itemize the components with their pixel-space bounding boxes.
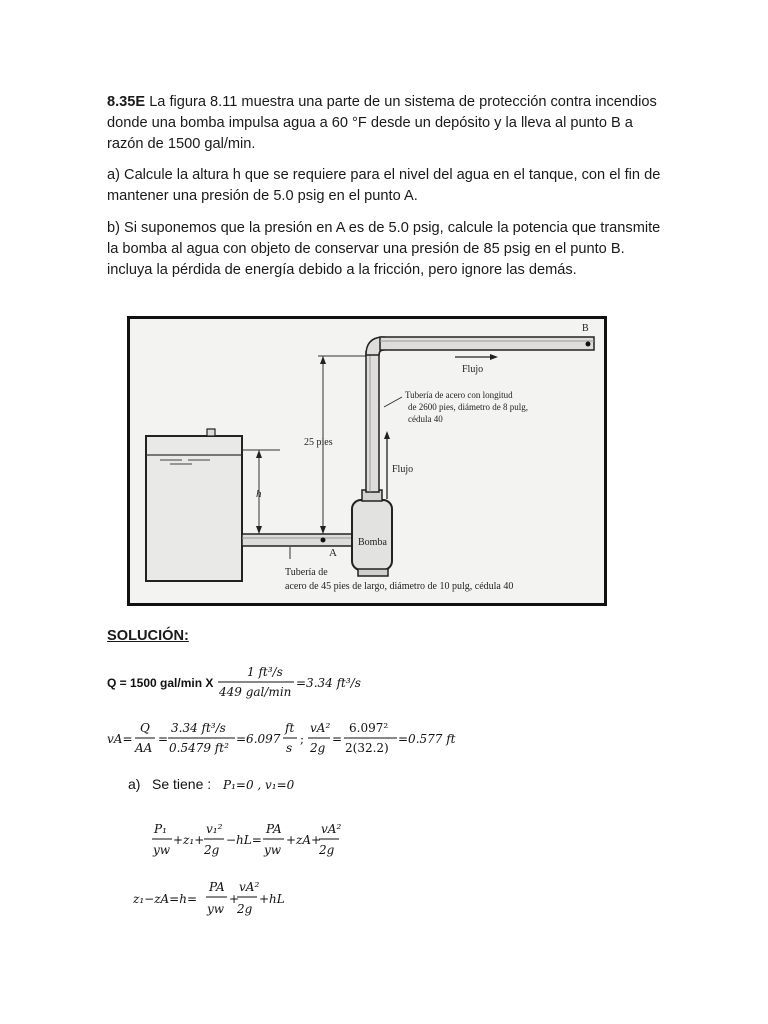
point-b-marker bbox=[586, 342, 591, 347]
problem-part-a: a) Calcule la altura h que se requiere para el nivel del agua en el tanque, con el fin de mantener una presión de 5.0 psig en el punto A. bbox=[107, 167, 661, 204]
eq1-lhs: Q = 1500 gal/min X bbox=[107, 676, 214, 690]
eq2-frac4-num: 6.097² bbox=[349, 721, 389, 735]
problem-number: 8.35E bbox=[107, 94, 146, 110]
eq2-equals: = bbox=[158, 732, 169, 746]
eq2-frac2-num: 3.34 ft³/s bbox=[171, 721, 226, 735]
label-a: A bbox=[329, 547, 337, 559]
eq2-frac1-den: AA bbox=[135, 741, 153, 755]
label-b: B bbox=[582, 323, 589, 334]
water-tank bbox=[146, 429, 242, 581]
label-h: h bbox=[256, 488, 262, 500]
eq2-lhs: vA= bbox=[107, 732, 133, 746]
eq3-v1: v₁² bbox=[206, 822, 223, 836]
eq4-lhs: z₁−zA=h= bbox=[133, 892, 198, 906]
eq3-p1: P₁ bbox=[154, 822, 167, 836]
eq2-frac3-den: 2g bbox=[310, 741, 326, 755]
vertical-pipe bbox=[366, 337, 384, 492]
top-pipe bbox=[380, 337, 594, 350]
eq4-va: vA² bbox=[239, 880, 260, 894]
label-flujo-top: Flujo bbox=[462, 364, 484, 375]
label-25pies: 25 pies bbox=[304, 437, 333, 448]
eq3-za: +zA+ bbox=[286, 833, 322, 847]
eq2-unit-num: ft bbox=[285, 721, 295, 735]
eq2-frac3-num: vA² bbox=[310, 721, 331, 735]
eq2-frac1-num: Q bbox=[140, 721, 150, 735]
bottom-pipe bbox=[242, 534, 355, 546]
eq3-hl: −hL= bbox=[226, 833, 262, 847]
label-flujo-vertical: Flujo bbox=[392, 464, 414, 475]
eq4-2g: 2g bbox=[237, 902, 253, 916]
figure-8-11 bbox=[127, 316, 607, 606]
part-a-label: a) bbox=[128, 776, 141, 792]
flow-arrow-horizontal bbox=[455, 354, 498, 360]
pump bbox=[352, 490, 392, 576]
eq2-frac4-den: 2(32.2) bbox=[345, 741, 389, 755]
eq3-pa: PA bbox=[266, 822, 282, 836]
eq4-yw: yw bbox=[207, 902, 225, 916]
eq2-equals-2: = bbox=[332, 732, 343, 746]
equation-height bbox=[133, 876, 333, 924]
eq3-yw2: yw bbox=[264, 843, 282, 857]
eq4-plus: + bbox=[229, 892, 240, 906]
eq1-denominator: 449 gal/min bbox=[219, 685, 292, 699]
eq2-unit-den: s bbox=[286, 741, 293, 755]
label-bottom-pipe-line2: acero de 45 pies de largo, diámetro de 10 pulg, cédula 40 bbox=[285, 581, 514, 592]
point-a-marker bbox=[321, 538, 326, 543]
label-bottom-pipe-line1: Tubería de bbox=[285, 567, 328, 578]
label-bomba: Bomba bbox=[358, 537, 387, 548]
eq2-mid: =6.097 bbox=[236, 732, 281, 746]
problem-intro: La figura 8.11 muestra una parte de un sistema de protección contra incendios donde una bomba impulsa agua a 60 °F desde un depósito y la lleva al punto B a razón de 1500 gal/min. bbox=[107, 94, 657, 152]
eq3-z1: +z₁+ bbox=[173, 833, 205, 847]
part-a-text: Se tiene : bbox=[152, 776, 212, 792]
solution-heading: SOLUCIÓN: bbox=[107, 628, 189, 644]
eq2-frac2-den: 0.5479 ft² bbox=[169, 741, 229, 755]
leader-line bbox=[384, 397, 402, 407]
label-steel-pipe-line3: cédula 40 bbox=[408, 414, 443, 424]
flow-arrow-vertical bbox=[384, 431, 390, 499]
eq1-numerator: 1 ft³/s bbox=[247, 665, 283, 679]
part-a-condition bbox=[128, 772, 388, 800]
eq3-2g1: 2g bbox=[204, 843, 220, 857]
equation-bernoulli bbox=[150, 818, 370, 866]
eq2-semicolon: ; bbox=[300, 732, 305, 746]
eq3-va: vA² bbox=[321, 822, 342, 836]
equation-flow-rate bbox=[107, 661, 407, 705]
part-a-cond: P₁=0 , v₁=0 bbox=[223, 778, 295, 792]
eq3-yw1: yw bbox=[153, 843, 171, 857]
equation-velocity bbox=[107, 716, 467, 764]
eq4-pa: PA bbox=[209, 880, 225, 894]
problem-part-b: b) Si suponemos que la presión en A es de 5.0 psig, calcule la potencia que transmite la bomba al agua con objeto de conservar una presión de 85 psig en el punto B. incluya la pérdida de energía debido a la fricción, pero ignore las demás. bbox=[107, 220, 661, 278]
label-steel-pipe-line1: Tubería de acero con longitud bbox=[405, 390, 513, 400]
eq3-2g2: 2g bbox=[319, 843, 335, 857]
eq2-rhs: =0.577 ft bbox=[398, 732, 456, 746]
label-steel-pipe-line2: de 2600 pies, diámetro de 8 pulg, bbox=[408, 402, 528, 412]
problem-statement bbox=[107, 92, 667, 155]
eq1-rhs: =3.34 ft³/s bbox=[296, 676, 361, 690]
eq4-hl: +hL bbox=[259, 892, 285, 906]
